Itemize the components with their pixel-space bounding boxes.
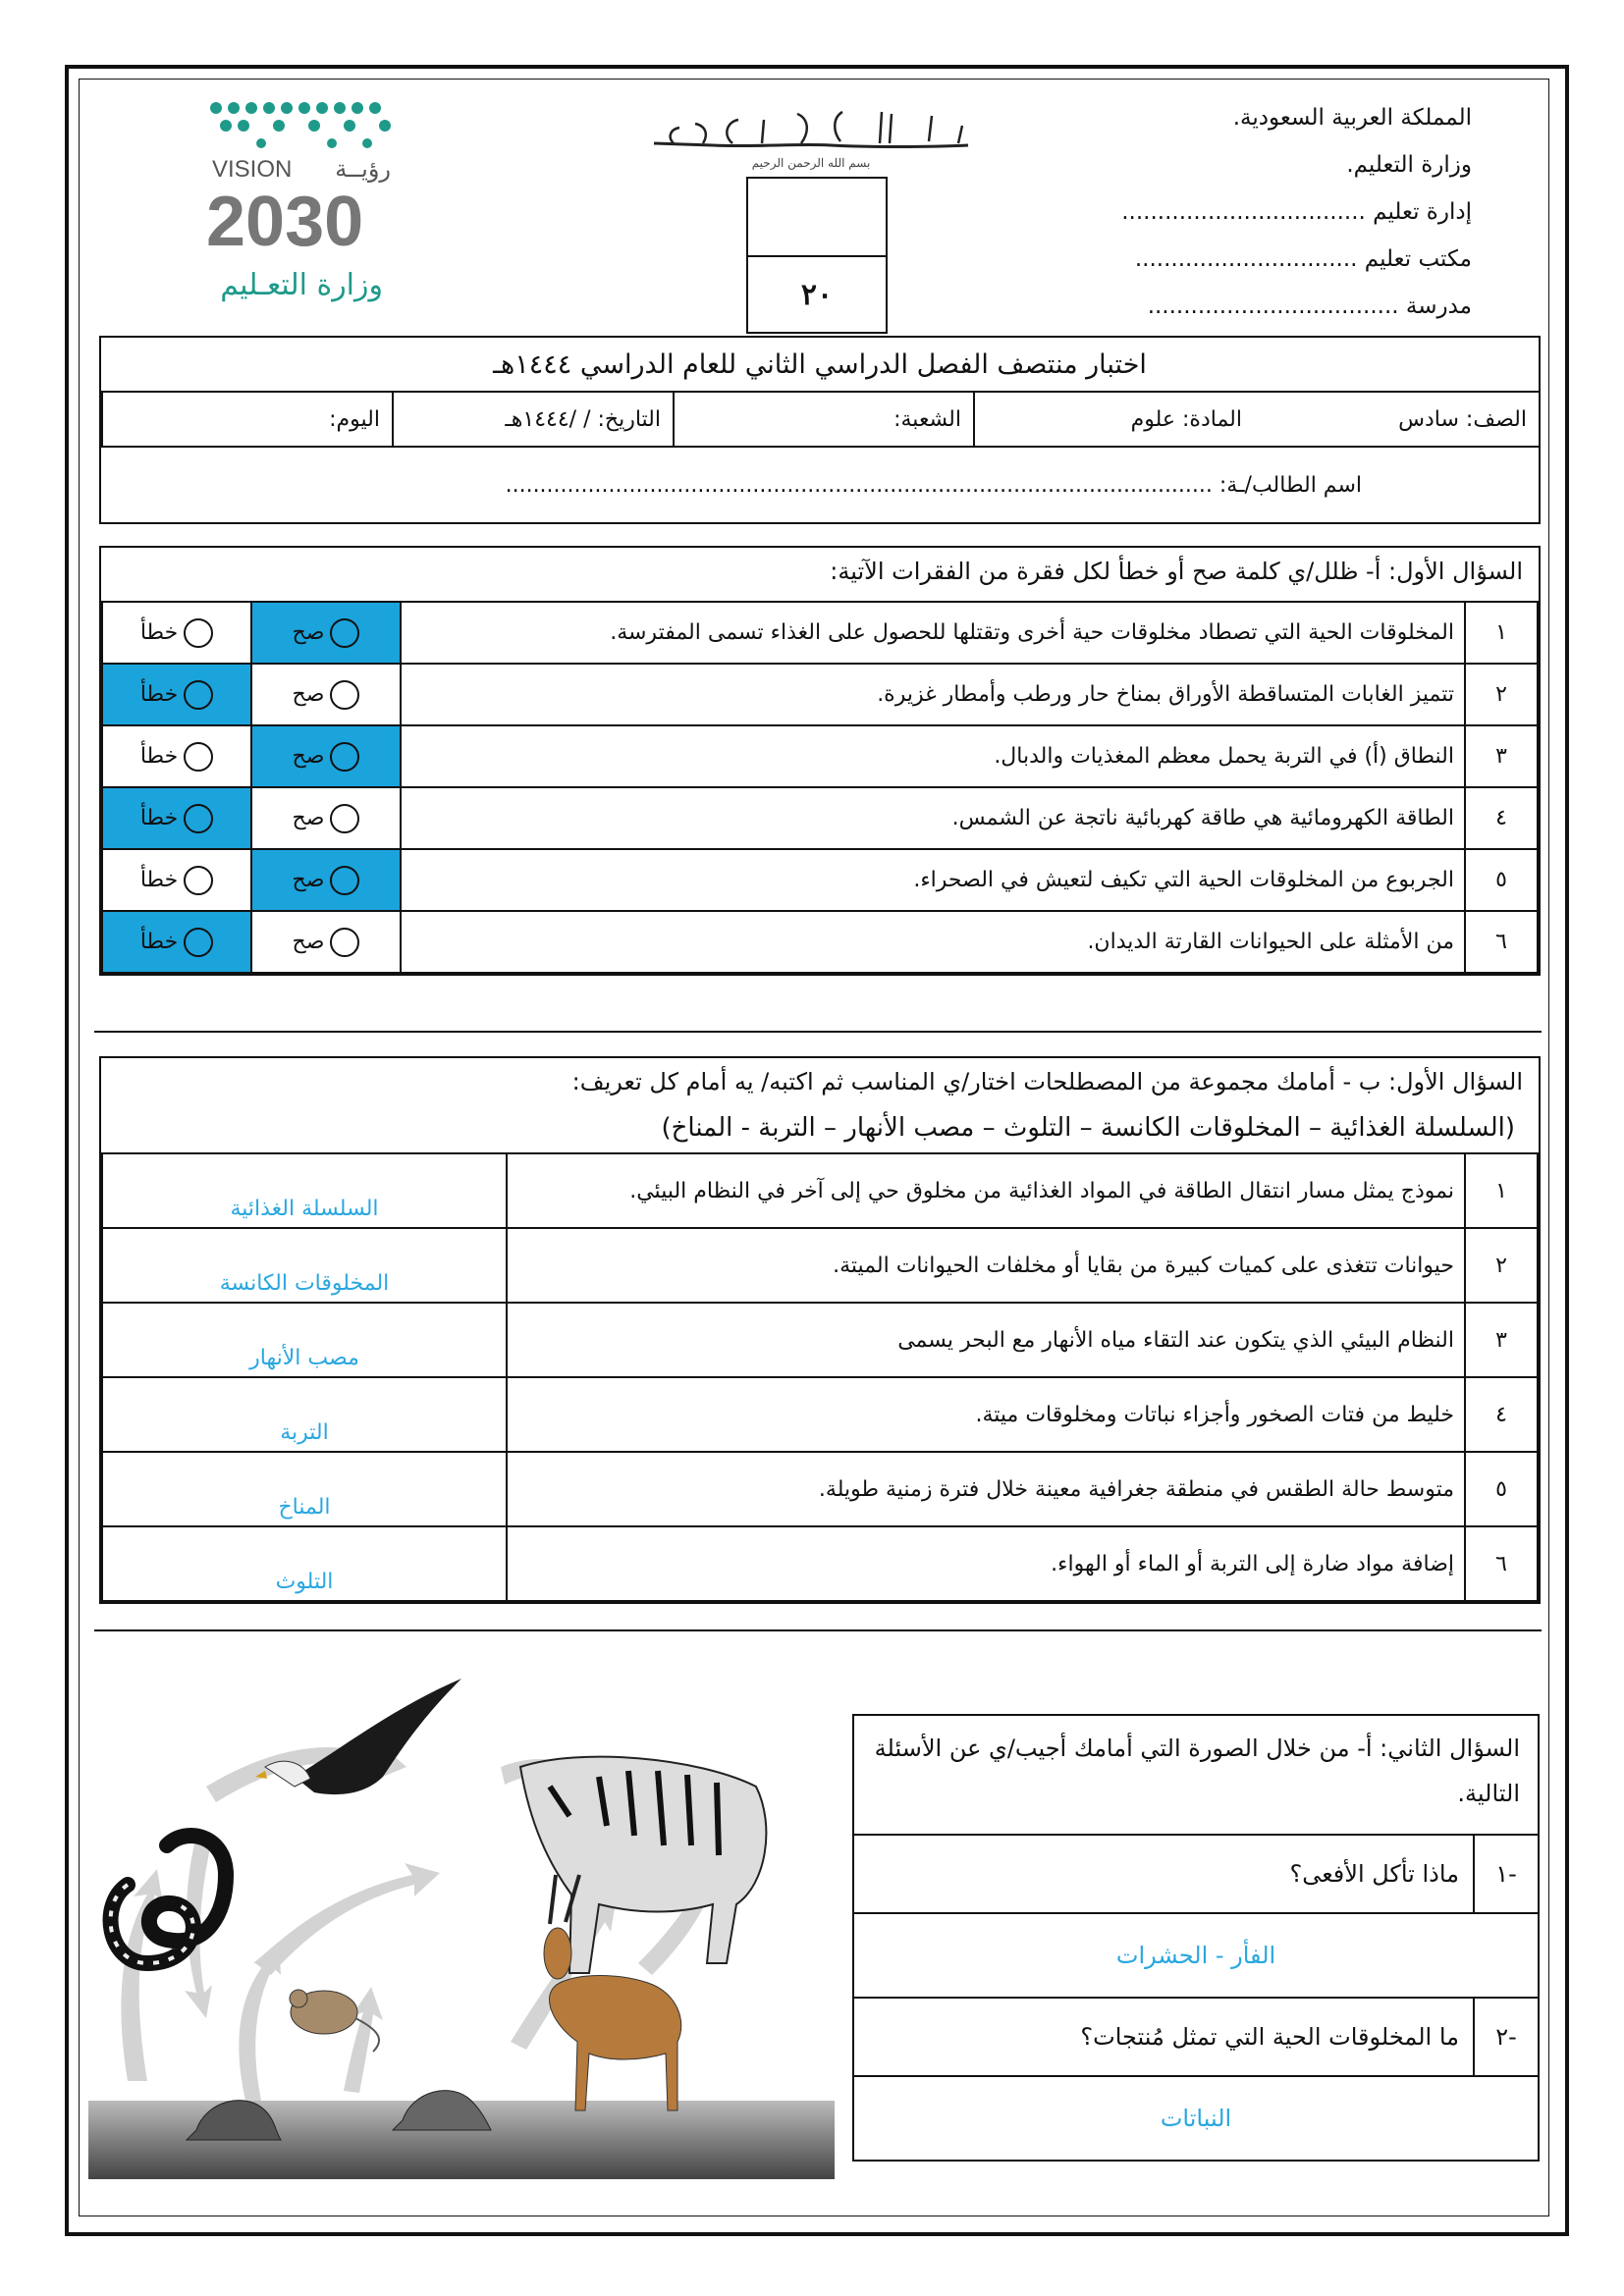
grade-box-score [748, 179, 886, 257]
table-row [102, 664, 1538, 725]
false-option[interactable] [102, 602, 251, 664]
option-label: صح [292, 619, 325, 645]
item-statement: المخلوقات الحية التي تصطاد مخلوقات حية أخرى وتقتلها للحصول على الغذاء تسمى المفترسة. [401, 602, 1465, 664]
grade-total: ٢٠ [800, 277, 834, 312]
bismillah-calligraphy [634, 98, 988, 173]
answer-field[interactable]: المخلوقات الكانسة [102, 1228, 507, 1303]
item-definition: نموذج يمثل مسار انتقال الطاقة في المواد الغذائية من مخلوق حي إلى آخر في النظام البيئي. [507, 1153, 1465, 1228]
false-option[interactable] [102, 849, 251, 911]
false-option[interactable] [102, 911, 251, 973]
question-1b [99, 1056, 1541, 1604]
subject-field: المادة: علوم [973, 393, 1254, 446]
option-label: صح [292, 929, 325, 954]
eagle-icon [255, 1679, 461, 1794]
table-row [102, 1228, 1538, 1303]
answer-field[interactable]: المناخ [102, 1452, 507, 1526]
radio-circle-icon[interactable] [330, 928, 359, 957]
item-definition: حيوانات تتغذى على كميات كبيرة من بقايا أو مخلفات الحيوانات الميتة. [507, 1228, 1465, 1303]
exam-info-table [99, 336, 1541, 524]
item-number: ٥ [1465, 849, 1538, 911]
table-row [102, 787, 1538, 849]
separator [94, 1629, 1542, 1631]
true-option[interactable] [251, 911, 401, 973]
date-field[interactable]: التاريخ: / /١٤٤٤هـ [392, 393, 673, 446]
vision-2030-logo [177, 98, 422, 304]
true-option[interactable] [251, 602, 401, 664]
bismillah-text: بسم الله الرحمن الرحيم [751, 156, 871, 170]
radio-circle-icon[interactable] [184, 866, 213, 895]
logo-vision-text: VISION [212, 156, 293, 183]
kingdom-text: المملكة العربية السعودية. [1232, 105, 1472, 131]
option-label: صح [292, 867, 325, 892]
item-statement: النطاق (أ) في التربة يحمل معظم المغذيات والدبال. [401, 725, 1465, 787]
logo-year-text: 2030 [206, 183, 364, 261]
item-number: ٢ [1465, 664, 1538, 725]
item-definition: النظام البيئي الذي يتكون عند التقاء مياه الأنهار مع البحر يسمى [507, 1303, 1465, 1377]
question-2-item-2 [854, 1999, 1538, 2077]
item-number: ٥ [1465, 1452, 1538, 1526]
table-row [102, 1452, 1538, 1526]
exam-info-row [101, 393, 1539, 448]
option-label: خطأ [139, 681, 179, 707]
question-1b-title: السؤال الأول: ب - أمامك مجموعة من المصطلحات اختار/ي المناسب ثم اكتبه/ يه أمام كل تعريف: [571, 1068, 1523, 1095]
radio-circle-icon[interactable] [330, 866, 359, 895]
item-number: ٣ [1465, 725, 1538, 787]
answer-field[interactable]: السلسلة الغذائية [102, 1153, 507, 1228]
exam-title: اختبار منتصف الفصل الدراسي الثاني للعام الدراسي ١٤٤٤هـ [101, 338, 1539, 393]
radio-circle-icon[interactable] [184, 742, 213, 772]
question-2-text-2: ما المخلوقات الحية التي تمثل مُنتجات؟ [1080, 2023, 1459, 2051]
item-number: ١ [1465, 602, 1538, 664]
false-option[interactable] [102, 787, 251, 849]
ministry-text: وزارة التعليم. [1346, 152, 1472, 178]
grade-box [746, 177, 888, 334]
item-number: ٤ [1465, 1377, 1538, 1452]
true-option[interactable] [251, 787, 401, 849]
true-option[interactable] [251, 849, 401, 911]
radio-circle-icon[interactable] [184, 804, 213, 833]
day-field[interactable]: اليوم: [101, 393, 392, 446]
radio-circle-icon[interactable] [184, 618, 213, 648]
item-statement: الطاقة الكهرومائية هي طاقة كهربائية ناتجة عن الشمس. [401, 787, 1465, 849]
false-option[interactable] [102, 725, 251, 787]
radio-circle-icon[interactable] [330, 804, 359, 833]
answer-field[interactable]: مصب الأنهار [102, 1303, 507, 1377]
table-row [102, 602, 1538, 664]
question-2 [852, 1714, 1540, 2162]
question-2-text-1: ماذا تأكل الأفعى؟ [1289, 1860, 1459, 1888]
table-row [102, 1377, 1538, 1452]
option-label: خطأ [139, 805, 179, 830]
table-row [102, 725, 1538, 787]
header-info [1118, 94, 1472, 330]
radio-circle-icon[interactable] [330, 680, 359, 710]
item-number: ٤ [1465, 787, 1538, 849]
option-label: صح [292, 681, 325, 707]
decomposer-mound-icon [393, 2091, 491, 2130]
logo-ruya-text: رؤيــة [335, 155, 391, 183]
item-definition: خليط من فتات الصخور وأجزاء نباتات ومخلوقات ميتة. [507, 1377, 1465, 1452]
question-1a-title: السؤال الأول: أ- ظلل/ي كلمة صح أو خطأ لكل فقرة من الفقرات الآتية: [830, 558, 1523, 585]
office-text: مكتب تعليم ............................... [1134, 246, 1472, 272]
food-web-illustration [88, 1669, 835, 2179]
item-number: ٦ [1465, 911, 1538, 973]
answer-field-2[interactable]: النباتات [1160, 2105, 1232, 2132]
question-2-num-1: -١ [1473, 1836, 1538, 1912]
item-statement: الجربوع من المخلوقات الحية التي تكيف لتعيش في الصحراء. [401, 849, 1465, 911]
question-1a [99, 546, 1541, 976]
separator [94, 1031, 1542, 1033]
item-number: ١ [1465, 1153, 1538, 1228]
question-2-title: السؤال الثاني: أ- من خلال الصورة التي أمامك أجيب/ي عن الأسئلة التالية. [854, 1716, 1538, 1836]
admin-text: إدارة تعليم .................................. [1121, 199, 1472, 225]
answer-field[interactable]: التربة [102, 1377, 507, 1452]
table-row [102, 911, 1538, 973]
option-label: صح [292, 805, 325, 830]
item-statement: تتميز الغابات المتساقطة الأوراق بمناخ حار ورطب وأمطار غزيرة. [401, 664, 1465, 725]
question-2-num-2: -٢ [1473, 1999, 1538, 2075]
item-number: ٢ [1465, 1228, 1538, 1303]
true-option[interactable] [251, 725, 401, 787]
option-label: صح [292, 743, 325, 769]
answer-field[interactable]: التلوث [102, 1526, 507, 1601]
class-field: الصف: سادس [1398, 406, 1527, 432]
item-number: ٦ [1465, 1526, 1538, 1601]
terms-list: (السلسلة الغذائية – المخلوقات الكانسة – التلوث – مصب الأنهار – التربة - المناخ) [661, 1113, 1515, 1143]
answer-field-1[interactable]: الفأر - الحشرات [854, 1914, 1538, 1999]
school-text: مدرسة ................................... [1147, 294, 1472, 319]
definitions-table [101, 1152, 1539, 1602]
true-option[interactable] [251, 664, 401, 725]
item-number: ٣ [1465, 1303, 1538, 1377]
radio-circle-icon[interactable] [330, 742, 359, 772]
item-definition: إضافة مواد ضارة إلى التربة أو الماء أو الهواء. [507, 1526, 1465, 1601]
option-label: خطأ [139, 743, 179, 769]
table-row [102, 1303, 1538, 1377]
logo-ministry-text: وزارة التعـليم [220, 268, 383, 302]
table-row [102, 849, 1538, 911]
item-definition: متوسط حالة الطقس في منطقة جغرافية معينة خلال فترة زمنية طويلة. [507, 1452, 1465, 1526]
true-false-table [101, 601, 1539, 974]
radio-circle-icon[interactable] [184, 928, 213, 957]
section-field[interactable]: الشعبة: [673, 393, 973, 446]
option-label: خطأ [139, 929, 179, 954]
question-2-item-1 [854, 1836, 1538, 1914]
radio-circle-icon[interactable] [184, 680, 213, 710]
table-row [102, 1153, 1538, 1228]
table-row [102, 1526, 1538, 1601]
false-option[interactable] [102, 664, 251, 725]
option-label: خطأ [139, 867, 179, 892]
radio-circle-icon[interactable] [330, 618, 359, 648]
student-name-field[interactable]: اسم الطالب/ـة: ....................................................................................................... [505, 472, 1362, 498]
item-statement: من الأمثلة على الحيوانات القارتة الديدان. [401, 911, 1465, 973]
option-label: خطأ [139, 619, 179, 645]
